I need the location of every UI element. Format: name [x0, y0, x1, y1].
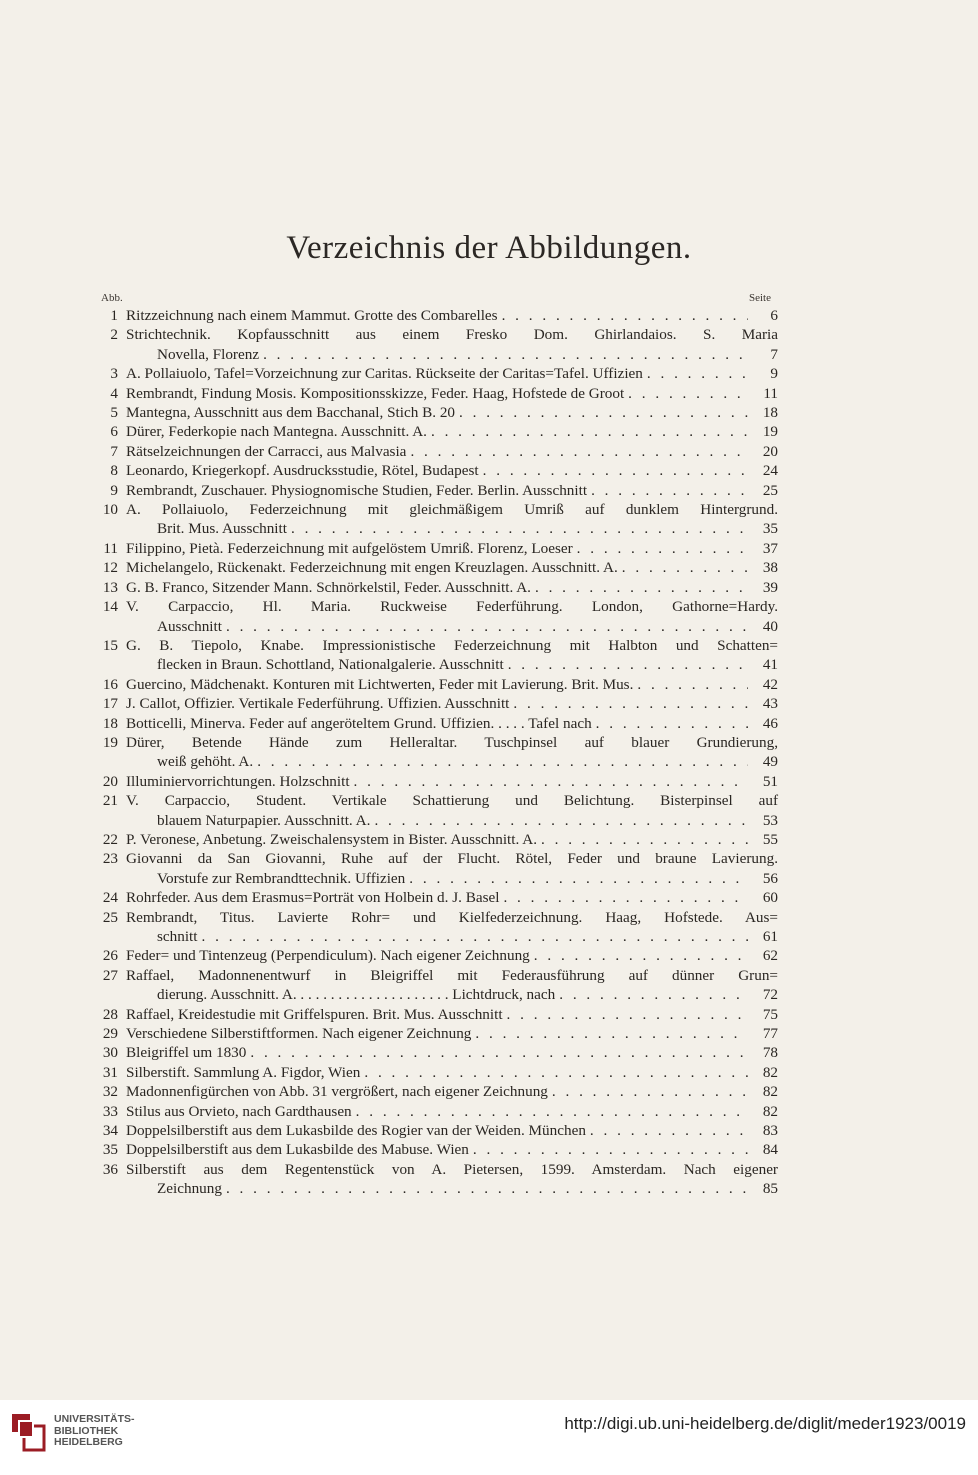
figure-number: 21: [102, 792, 118, 810]
leader-dots: [624, 384, 748, 403]
figure-caption: Vorstufe zur Rembrandttechnik. Uffizien: [157, 869, 406, 887]
list-item: [96, 946, 778, 965]
leader-dots: [633, 675, 748, 694]
list-item: [96, 597, 778, 636]
figure-number: 8: [110, 462, 118, 480]
leader-dots: [479, 461, 748, 480]
leader-dots: [504, 655, 748, 674]
list-item: [96, 422, 778, 441]
page-title: Verzeichnis der Abbildungen.: [286, 230, 692, 266]
page-number: 60: [762, 889, 778, 907]
list-item: [96, 888, 778, 907]
figure-caption: dierung. Ausschnitt. A. . . . . . . . . . . . . . . . . . . . . Lichtdruck, nach: [157, 986, 556, 1004]
figure-number: 1: [110, 307, 118, 324]
page-number: 11: [763, 384, 778, 402]
list-item: [96, 578, 778, 597]
page-number: 40: [762, 617, 778, 635]
figure-caption: Rätselzeichnungen der Carracci, aus Malvasia: [126, 442, 407, 460]
figure-caption: P. Veronese, Anbetung. Zweischalensystem in Bister. Ausschnitt. A.: [126, 830, 538, 848]
page-number: 49: [762, 753, 778, 771]
figure-number: 35: [102, 1141, 118, 1159]
figure-caption: Ausschnitt: [157, 617, 222, 635]
figure-number: 17: [102, 695, 118, 713]
list-item: [96, 1140, 778, 1159]
list-item: [96, 966, 778, 1005]
figure-number: 15: [102, 636, 118, 654]
list-item: [96, 306, 778, 325]
figure-number: 20: [102, 772, 118, 790]
leader-dots: [498, 306, 748, 325]
list-item: [96, 442, 778, 461]
figure-number: 11: [103, 539, 118, 557]
list-item: [96, 791, 778, 830]
list-item: [96, 1102, 778, 1121]
list-item: [96, 714, 778, 733]
figure-caption: Botticelli, Minerva. Feder auf angeröteltem Grund. Uffizien. . . . . Tafel nach: [126, 714, 592, 732]
list-item: [96, 1121, 778, 1140]
leader-dots: [350, 772, 748, 791]
page-number: 84: [762, 1141, 778, 1159]
source-url[interactable]: http://digi.ub.uni-heidelberg.de/diglit/meder1923/0019: [564, 1414, 966, 1433]
figure-number: 31: [102, 1063, 118, 1081]
page-number: 55: [762, 830, 778, 848]
leader-dots: [360, 1063, 748, 1082]
figure-caption: Verschiedene Silberstiftformen. Nach eigener Zeichnung: [126, 1025, 472, 1043]
figure-caption: Stilus aus Orvieto, nach Gardthausen: [126, 1102, 352, 1120]
figure-caption: V. Carpaccio, Student. Vertikale Schattierung und Belichtung. Bisterpinsel auf: [126, 792, 778, 810]
figure-caption: Guercino, Mädchenakt. Konturen mit Lichtwerten, Feder mit Lavierung. Brit. Mus.: [126, 675, 634, 693]
list-item: [96, 500, 778, 539]
figure-number: 19: [102, 733, 118, 751]
figure-number: 34: [102, 1122, 118, 1140]
figure-number: 29: [102, 1025, 118, 1043]
list-item: [96, 325, 778, 364]
figure-number: 30: [102, 1044, 118, 1062]
leader-dots: [499, 888, 748, 907]
figure-caption: Feder= und Tintenzeug (Perpendiculum). Nach eigener Zeichnung: [126, 947, 530, 965]
page-number: 61: [762, 928, 778, 945]
figure-number: 23: [102, 850, 118, 868]
figure-number: 24: [102, 889, 118, 907]
page-number: 56: [762, 869, 778, 887]
figure-caption: A. Pollaiuolo, Federzeichnung mit gleichmäßigem Umriß auf dunklem Hintergrund.: [126, 501, 778, 519]
leader-dots: [592, 714, 748, 733]
list-item: [96, 558, 778, 577]
leader-dots: [530, 946, 748, 965]
figure-caption: blauem Naturpapier. Ausschnitt. A.: [157, 811, 371, 829]
leader-dots: [246, 1043, 748, 1062]
page-number: 20: [762, 442, 778, 460]
list-item: [96, 1043, 778, 1062]
column-header-seite: Seite: [749, 292, 771, 304]
figure-caption: Bleigriffel um 1830: [126, 1044, 247, 1062]
page-number: 82: [762, 1083, 778, 1101]
page-number: 37: [762, 539, 778, 557]
page-number: 51: [762, 772, 778, 790]
page-number: 78: [762, 1044, 778, 1062]
figure-caption: Strichtechnik. Kopfausschnitt aus einem Fresko Dom. Ghirlandaios. S. Maria: [126, 326, 778, 344]
figure-number: 26: [102, 947, 118, 965]
figure-caption: Filippino, Pietà. Federzeichnung mit aufgelöstem Umriß. Florenz, Loeser: [126, 539, 573, 557]
leader-dots: [573, 539, 748, 558]
library-logo-icon: [10, 1412, 46, 1452]
figure-caption: Mantegna, Ausschnitt aus dem Bacchanal, Stich B. 20: [126, 404, 455, 422]
page-number: 39: [762, 578, 778, 596]
page-number: 72: [762, 986, 778, 1004]
figure-caption: J. Callot, Offizier. Vertikale Federführung. Uffizien. Ausschnitt: [126, 695, 510, 713]
figure-caption: Madonnenfigürchen von Abb. 31 vergrößert, nach eigener Zeichnung: [126, 1083, 548, 1101]
page-number: 75: [762, 1005, 778, 1023]
figure-number: 27: [102, 966, 118, 984]
footer-bar: [0, 1400, 978, 1475]
page-number: 82: [762, 1063, 778, 1081]
list-item: [96, 403, 778, 422]
figure-caption: Brit. Mus. Ausschnitt: [157, 520, 287, 538]
leader-dots: [503, 1005, 748, 1024]
leader-dots: [643, 364, 748, 383]
leader-dots: [455, 403, 748, 422]
leader-dots: [198, 927, 749, 946]
page-number: 42: [762, 675, 778, 693]
figure-number: 14: [102, 598, 118, 616]
figure-number: 36: [102, 1160, 118, 1178]
page-number: 25: [762, 481, 778, 499]
leader-dots: [587, 481, 748, 500]
leader-dots: [352, 1102, 748, 1121]
leader-dots: [370, 811, 748, 830]
list-item: [96, 461, 778, 480]
figure-caption: Dürer, Betende Hände zum Helleraltar. Tuschpinsel auf blauer Grundierung,: [126, 733, 778, 751]
leader-dots: [469, 1140, 748, 1159]
figure-number: 28: [102, 1005, 118, 1023]
list-item: [96, 636, 778, 675]
leader-dots: [555, 985, 748, 1004]
figure-caption: Zeichnung: [157, 1180, 222, 1198]
leader-dots: [618, 558, 748, 577]
figure-number: 18: [102, 714, 118, 732]
page-number: 46: [762, 714, 778, 732]
list-item: [96, 1024, 778, 1043]
leader-dots: [253, 752, 748, 771]
figure-caption: schnitt: [157, 928, 198, 945]
figure-caption: Michelangelo, Rückenakt. Federzeichnung mit engen Kreuzlagen. Ausschnitt. A.: [126, 559, 618, 577]
list-item: [96, 384, 778, 403]
page-number: 53: [762, 811, 778, 829]
leader-dots: [586, 1121, 748, 1140]
figure-caption: G. B. Tiepolo, Knabe. Impressionistische Federzeichnung mit Halbton und Schatten=: [126, 636, 778, 654]
figure-caption: Raffael, Kreidestudie mit Griffelspuren. Brit. Mus. Ausschnitt: [126, 1005, 503, 1023]
page-number: 41: [762, 656, 778, 674]
leader-dots: [405, 869, 748, 888]
column-header-abb: Abb.: [101, 292, 123, 304]
figure-number: 7: [110, 442, 118, 460]
leader-dots: [222, 1179, 748, 1198]
leader-dots: [471, 1024, 748, 1043]
figure-caption: Giovanni da San Giovanni, Ruhe auf der Flucht. Rötel, Feder und braune Lavierung.: [126, 850, 778, 868]
figure-number: 3: [110, 365, 118, 383]
figure-caption: Dürer, Federkopie nach Mantegna. Ausschnitt. A.: [126, 423, 427, 441]
page-number: 7: [770, 345, 778, 363]
page-number: 9: [770, 365, 778, 383]
figure-caption: Leonardo, Kriegerkopf. Ausdrucksstudie, Rötel, Budapest: [126, 462, 479, 480]
figure-number: 9: [110, 481, 118, 499]
figure-number: 13: [102, 578, 118, 596]
figure-list: [96, 306, 778, 1199]
leader-dots: [427, 422, 748, 441]
figure-number: 33: [102, 1102, 118, 1120]
leader-dots: [537, 830, 748, 849]
figure-caption: Silberstift aus dem Regentenstück von A. Pietersen, 1599. Amsterdam. Nach eigener: [126, 1160, 778, 1178]
figure-number: 10: [102, 501, 118, 519]
list-item: [96, 772, 778, 791]
figure-number: 6: [110, 423, 118, 441]
figure-caption: Doppelsilberstift aus dem Lukasbilde des Rogier van der Weiden. München: [126, 1122, 586, 1140]
figure-number: 16: [102, 675, 118, 693]
list-item: [96, 908, 778, 947]
leader-dots: [406, 442, 748, 461]
page-number: 18: [762, 404, 778, 422]
figure-caption: V. Carpaccio, Hl. Maria. Ruckweise Federführung. London, Gathorne=Hardy.: [126, 598, 778, 616]
list-item: [96, 675, 778, 694]
page-number: 6: [770, 307, 778, 324]
figure-caption: Novella, Florenz: [157, 345, 260, 363]
list-item: [96, 364, 778, 383]
figure-number: 12: [102, 559, 118, 577]
list-item: [96, 481, 778, 500]
leader-dots: [222, 617, 748, 636]
figure-caption: Rohrfeder. Aus dem Erasmus=Porträt von Holbein d. J. Basel: [126, 889, 500, 907]
list-item: [96, 1005, 778, 1024]
page-number: 38: [762, 559, 778, 577]
figure-caption: Rembrandt, Titus. Lavierte Rohr= und Kielfederzeichnung. Haag, Hofstede. Aus=: [126, 908, 778, 926]
figure-caption: Illuminiervorrichtungen. Holzschnitt: [126, 772, 350, 790]
figure-caption: Rembrandt, Findung Mosis. Kompositionsskizze, Feder. Haag, Hofstede de Groot: [126, 384, 625, 402]
figure-caption: G. B. Franco, Sitzender Mann. Schnörkelstil, Feder. Ausschnitt. A.: [126, 578, 531, 596]
page-number: 35: [762, 520, 778, 538]
figure-number: 32: [102, 1083, 118, 1101]
page-number: 43: [762, 695, 778, 713]
leader-dots: [531, 578, 748, 597]
figure-number: 25: [102, 908, 118, 926]
figure-caption: A. Pollaiuolo, Tafel=Vorzeichnung zur Caritas. Rückseite der Caritas=Tafel. Uffizien: [126, 365, 643, 383]
page-number: 24: [762, 462, 778, 480]
list-item: [96, 1160, 778, 1199]
leader-dots: [509, 694, 748, 713]
list-item: [96, 1063, 778, 1082]
figure-caption: Rembrandt, Zuschauer. Physiognomische Studien, Feder. Berlin. Ausschnitt: [126, 481, 588, 499]
leader-dots: [287, 519, 748, 538]
figure-caption: Silberstift. Sammlung A. Figdor, Wien: [126, 1063, 361, 1081]
figure-caption: flecken in Braun. Schottland, Nationalgalerie. Ausschnitt: [157, 656, 504, 674]
list-item: [96, 539, 778, 558]
list-item: [96, 733, 778, 772]
list-item: [96, 1082, 778, 1101]
list-item: [96, 694, 778, 713]
list-item: [96, 849, 778, 888]
leader-dots: [548, 1082, 748, 1101]
figure-number: 22: [102, 830, 118, 848]
library-logo-text: UNIVERSITÄTS- BIBLIOTHEK HEIDELBERG: [54, 1413, 135, 1448]
page-number: 62: [762, 947, 778, 965]
figure-number: 2: [110, 326, 118, 344]
page-number: 19: [762, 423, 778, 441]
figure-caption: Doppelsilberstift aus dem Lukasbilde des Mabuse. Wien: [126, 1141, 469, 1159]
leader-dots: [259, 345, 748, 364]
page-number: 83: [762, 1122, 778, 1140]
page-number: 82: [762, 1102, 778, 1120]
list-item: [96, 830, 778, 849]
page-number: 85: [762, 1180, 778, 1198]
page-number: 77: [762, 1025, 778, 1043]
figure-caption: weiß gehöht. A.: [157, 753, 254, 771]
figure-caption: Ritzzeichnung nach einem Mammut. Grotte des Combarelles: [126, 307, 498, 324]
figure-number: 4: [110, 384, 118, 402]
figure-number: 5: [110, 404, 118, 422]
figure-caption: Raffael, Madonnenentwurf in Bleigriffel mit Federausführung auf dünner Grun=: [126, 966, 778, 984]
